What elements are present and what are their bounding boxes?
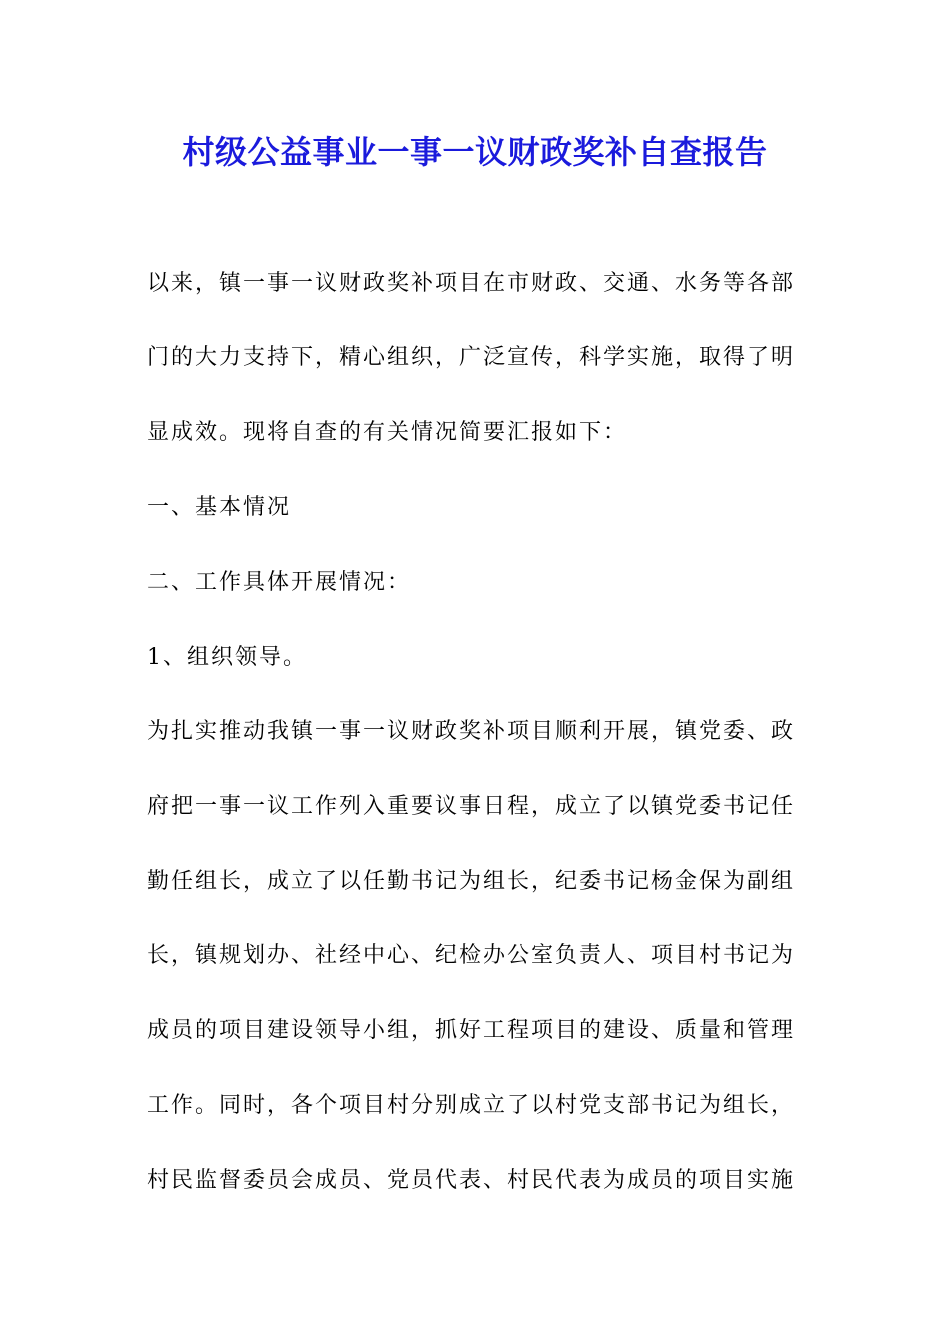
paragraph-line: 门的大力支持下，精心组织，广泛宣传，科学实施，取得了明 (147, 345, 796, 370)
section-heading: 一、基本情况 (147, 495, 292, 520)
paragraph-line: 显成效。现将自查的有关情况简要汇报如下： (147, 420, 628, 445)
paragraph-line: 村民监督委员会成员、党员代表、村民代表为成员的项目实施 (147, 1168, 796, 1193)
paragraph-line: 以来，镇一事一议财政奖补项目在市财政、交通、水务等各部 (147, 271, 796, 296)
paragraph-line: 长，镇规划办、社经中心、纪检办公室负责人、项目村书记为 (147, 943, 796, 968)
paragraph-line: 府把一事一议工作列入重要议事日程，成立了以镇党委书记任 (147, 794, 796, 819)
subsection-heading: 1、组织领导。 (147, 645, 307, 670)
paragraph-line: 工作。同时，各个项目村分别成立了以村党支部书记为组长， (147, 1093, 796, 1118)
paragraph-line: 成员的项目建设领导小组，抓好工程项目的建设、质量和管理 (147, 1018, 796, 1043)
paragraph-line: 为扎实推动我镇一事一议财政奖补项目顺利开展，镇党委、政 (147, 719, 796, 744)
document-title: 村级公益事业一事一议财政奖补自查报告 (182, 133, 768, 171)
section-heading: 二、工作具体开展情况： (147, 570, 412, 595)
paragraph-line: 勤任组长，成立了以任勤书记为组长，纪委书记杨金保为副组 (147, 869, 796, 894)
